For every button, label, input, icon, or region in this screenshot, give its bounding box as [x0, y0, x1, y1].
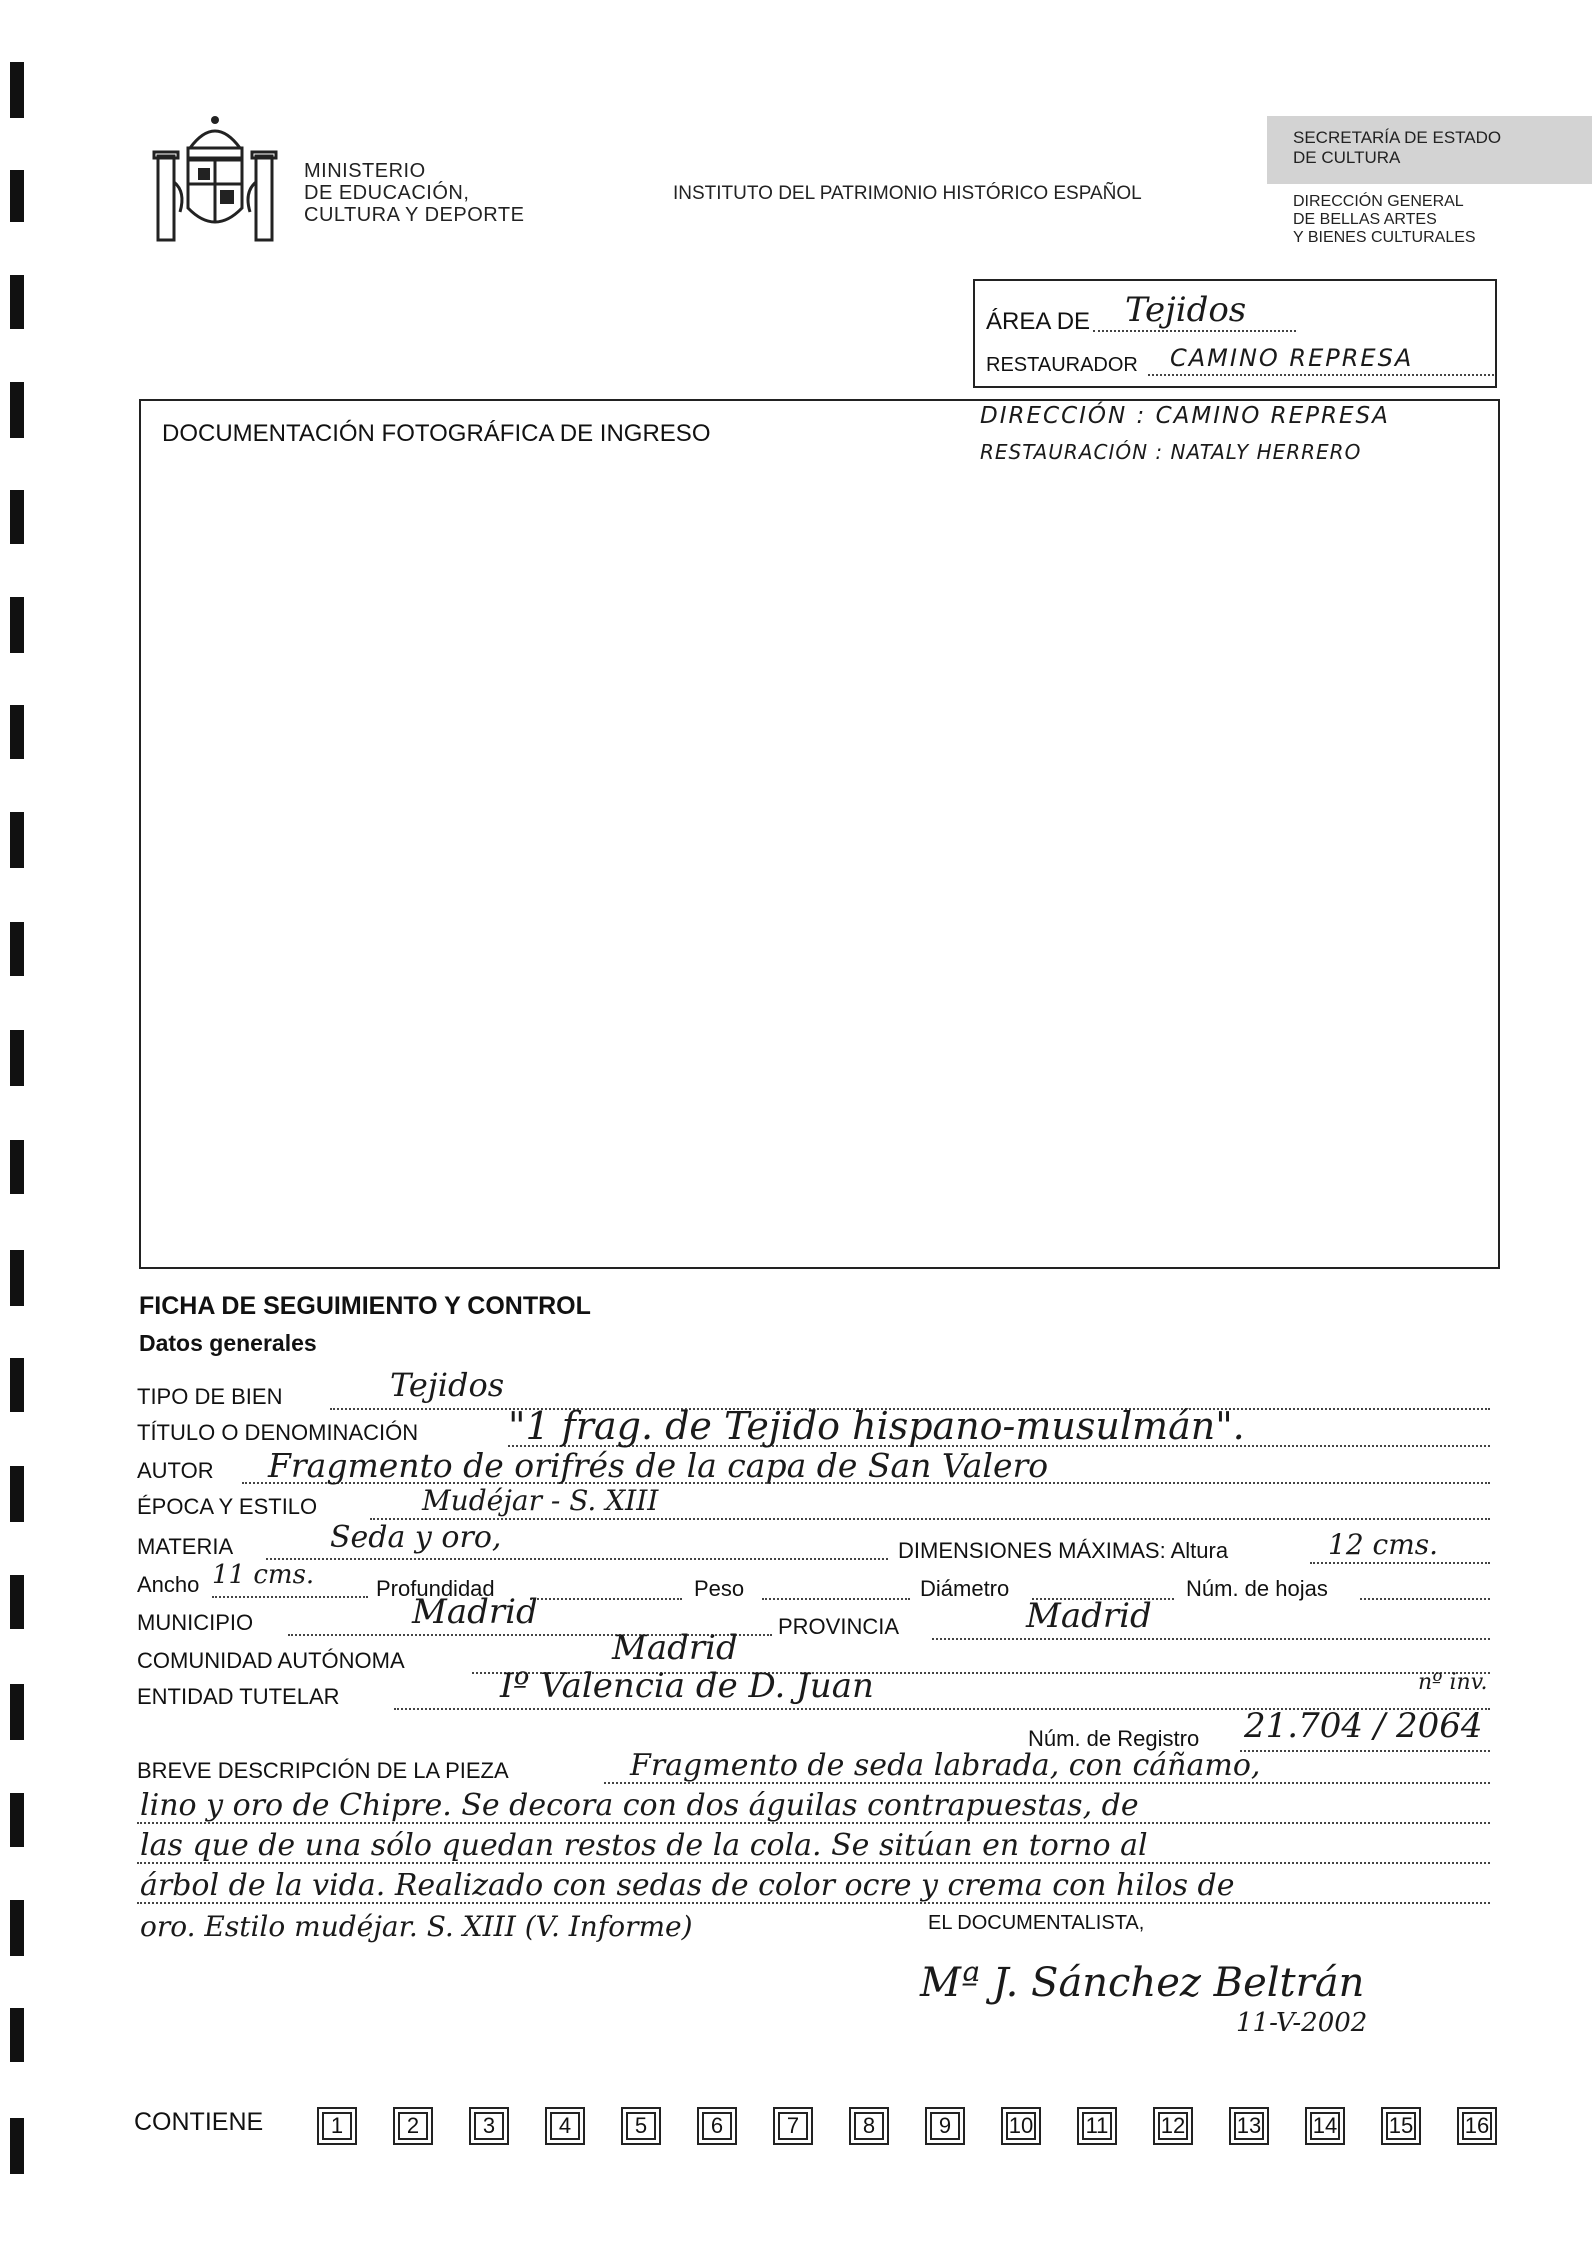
provincia-value: Madrid — [1026, 1596, 1152, 1636]
epoca-value: Mudéjar - S. XIII — [422, 1484, 659, 1517]
binding-mark — [10, 275, 24, 329]
descripcion-line: las que de una sólo quedan restos de la cola. Se sitúan en torno al — [140, 1828, 1148, 1863]
materia-value: Seda y oro, — [330, 1520, 502, 1555]
binding-mark — [10, 490, 24, 544]
binding-mark — [10, 2008, 24, 2062]
registro-dots — [1240, 1750, 1490, 1752]
descripcion-line: oro. Estilo mudéjar. S. XIII (V. Informe) — [140, 1910, 693, 1943]
contiene-box-number: 9 — [930, 2112, 960, 2140]
binding-mark — [10, 1140, 24, 1194]
binding-mark — [10, 1358, 24, 1412]
titulo-label: TÍTULO O DENOMINACIÓN — [137, 1420, 419, 1445]
hojas-label: Núm. de hojas — [1186, 1576, 1328, 1601]
contiene-box-number: 6 — [702, 2112, 732, 2140]
contiene-box-number: 8 — [854, 2112, 884, 2140]
binding-mark — [10, 1575, 24, 1629]
peso-dots — [762, 1598, 910, 1600]
descripcion-label: BREVE DESCRIPCIÓN DE LA PIEZA — [137, 1758, 509, 1783]
epoca-dots — [370, 1518, 1490, 1520]
restaurador-dots — [1148, 374, 1494, 376]
direction-note: DIRECCIÓN : CAMINO REPRESA — [980, 403, 1390, 429]
descripcion-line: Fragmento de seda labrada, con cáñamo, — [630, 1748, 1261, 1783]
binding-mark — [10, 1466, 24, 1522]
materia-label: MATERIA — [137, 1534, 234, 1559]
contiene-box-number: 15 — [1386, 2112, 1416, 2140]
signature-date: 11-V-2002 — [1236, 2008, 1368, 2038]
contiene-box-number: 1 — [322, 2112, 352, 2140]
binding-mark — [10, 922, 24, 976]
provincia-label: PROVINCIA — [778, 1614, 900, 1639]
coat-of-arms-icon — [150, 112, 280, 252]
altura-value: 12 cms. — [1328, 1528, 1439, 1561]
entidad-label: ENTIDAD TUTELAR — [137, 1684, 340, 1709]
tipo-value: Tejidos — [390, 1366, 505, 1404]
contiene-label: CONTIENE — [134, 2108, 264, 2136]
tipo-label: TIPO DE BIEN — [137, 1384, 283, 1409]
entidad-value: Iº Valencia de D. Juan — [500, 1666, 874, 1706]
profundidad-label: Profundidad — [376, 1576, 495, 1601]
ancho-label: Ancho — [137, 1572, 200, 1597]
binding-mark — [10, 170, 24, 222]
secretaria-line: SECRETARÍA DE ESTADO — [1293, 128, 1502, 147]
binding-mark — [10, 62, 24, 118]
direccion-line: DE BELLAS ARTES — [1293, 211, 1437, 228]
contiene-box-number: 13 — [1234, 2112, 1264, 2140]
direccion-line: DIRECCIÓN GENERAL — [1293, 193, 1464, 210]
ancho-dots — [212, 1596, 368, 1598]
comunidad-label: COMUNIDAD AUTÓNOMA — [137, 1648, 405, 1673]
restaurador-value: CAMINO REPRESA — [1170, 344, 1414, 372]
institute-name: INSTITUTO DEL PATRIMONIO HISTÓRICO ESPAÑOL — [673, 183, 1142, 204]
contiene-box-number: 7 — [778, 2112, 808, 2140]
binding-mark — [10, 812, 24, 868]
contiene-box-number: 12 — [1158, 2112, 1188, 2140]
epoca-label: ÉPOCA Y ESTILO — [137, 1494, 318, 1519]
registro-value: 21.704 / 2064 — [1244, 1706, 1483, 1746]
documentalista-label: EL DOCUMENTALISTA, — [928, 1912, 1145, 1934]
autor-label: AUTOR — [137, 1458, 214, 1483]
ministry-line: CULTURA Y DEPORTE — [304, 204, 525, 226]
contiene-box-number: 16 — [1462, 2112, 1492, 2140]
binding-mark — [10, 1030, 24, 1086]
binding-mark — [10, 1684, 24, 1740]
ministry-line: DE EDUCACIÓN, — [304, 182, 470, 204]
ancho-value: 11 cms. — [212, 1560, 315, 1590]
signature: Mª J. Sánchez Beltrán — [920, 1960, 1365, 2006]
descripcion-line: lino y oro de Chipre. Se decora con dos águilas contrapuestas, de — [140, 1788, 1139, 1823]
contiene-box-number: 3 — [474, 2112, 504, 2140]
ficha-subtitle: Datos generales — [139, 1330, 317, 1356]
binding-mark — [10, 705, 24, 759]
registro-prefix: nº inv. — [1418, 1670, 1488, 1695]
contiene-box-number: 10 — [1006, 2112, 1036, 2140]
altura-dots — [1310, 1562, 1490, 1564]
contiene-box-number: 5 — [626, 2112, 656, 2140]
ficha-title: FICHA DE SEGUIMIENTO Y CONTROL — [139, 1292, 591, 1320]
area-dots — [1093, 330, 1296, 332]
restoration-note: RESTAURACIÓN : NATALY HERRERO — [980, 440, 1362, 464]
autor-value: Fragmento de orifrés de la capa de San Valero — [268, 1446, 1049, 1485]
ministry-line: MINISTERIO — [304, 160, 426, 182]
binding-mark — [10, 1793, 24, 1847]
secretaria-line: DE CULTURA — [1293, 148, 1401, 167]
titulo-value: "1 frag. de Tejido hispano-musulmán". — [508, 1404, 1245, 1448]
binding-mark — [10, 1900, 24, 1956]
direccion-general — [1293, 193, 1476, 247]
contiene-box-number: 14 — [1310, 2112, 1340, 2140]
area-value: Tejidos — [1125, 290, 1247, 330]
contiene-box-number: 11 — [1082, 2112, 1112, 2140]
municipio-label: MUNICIPIO — [137, 1610, 254, 1635]
provincia-dots — [932, 1638, 1490, 1640]
registro-label: Núm. de Registro — [1028, 1726, 1200, 1751]
binding-mark — [10, 1250, 24, 1306]
restaurador-label: RESTAURADOR — [986, 354, 1138, 376]
descripcion-line: árbol de la vida. Realizado con sedas de color ocre y crema con hilos de — [140, 1868, 1235, 1903]
photo-documentation-box — [139, 399, 1500, 1269]
profundidad-dots — [530, 1598, 682, 1600]
dimensiones-label: DIMENSIONES MÁXIMAS: Altura — [898, 1538, 1229, 1563]
hojas-dots — [1360, 1598, 1490, 1600]
area-label: ÁREA DE — [986, 308, 1091, 335]
peso-label: Peso — [694, 1576, 745, 1601]
materia-dots — [266, 1558, 888, 1560]
ministry-name — [304, 160, 524, 226]
contiene-box-number: 4 — [550, 2112, 580, 2140]
binding-mark — [10, 382, 24, 438]
binding-mark — [10, 2118, 24, 2174]
comunidad-value: Madrid — [612, 1628, 738, 1668]
contiene-box-number: 2 — [398, 2112, 428, 2140]
binding-mark — [10, 597, 24, 653]
secretaria-banner — [1267, 116, 1592, 184]
direccion-line: Y BIENES CULTURALES — [1293, 229, 1476, 246]
photo-label: DOCUMENTACIÓN FOTOGRÁFICA DE INGRESO — [162, 420, 711, 447]
diametro-label: Diámetro — [920, 1576, 1010, 1601]
municipio-value: Madrid — [412, 1592, 538, 1632]
